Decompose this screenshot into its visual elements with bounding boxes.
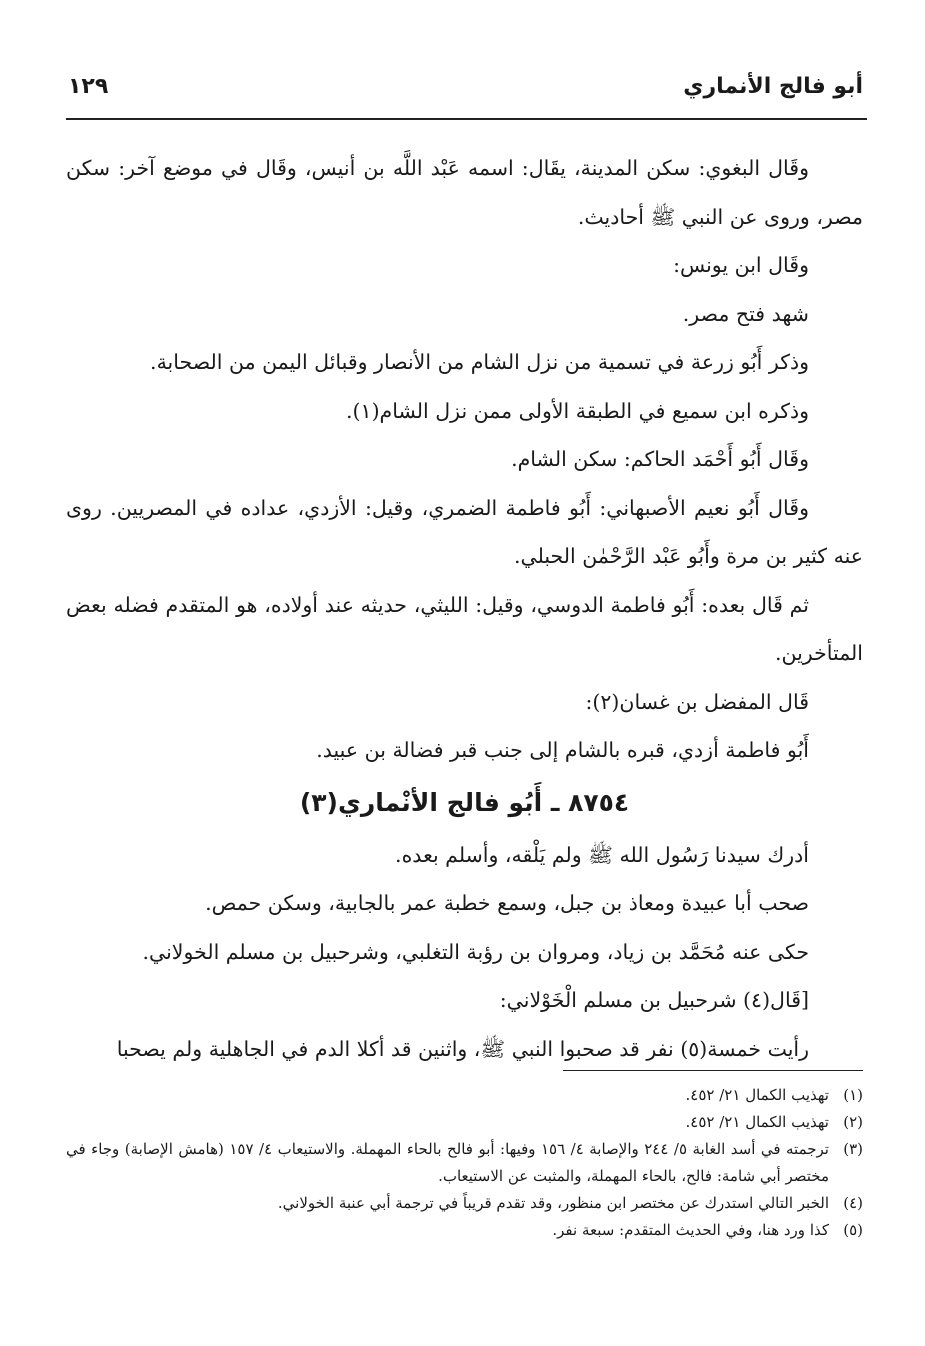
paragraph: [قَال(٤) شرحبيل بن مسلم الْخَوْلاني: <box>499 988 809 1012</box>
footnote-divider <box>563 1070 863 1071</box>
header-title: أبو فالج الأنماري <box>683 74 863 99</box>
footnote <box>66 1190 863 1217</box>
footnote <box>66 1109 863 1136</box>
paragraph: وذكر أَبُو زرعة في تسمية من نزل الشام من الأنصار وقبائل اليمن من الصحابة. <box>150 350 809 374</box>
page-number: ١٢٩ <box>68 74 109 99</box>
footnote-text: تهذيب الكمال ٢١/ ٤٥٢. <box>685 1113 829 1131</box>
footnote-text: تهذيب الكمال ٢١/ ٤٥٢. <box>685 1086 829 1104</box>
footnote <box>66 1082 863 1109</box>
paragraph: وقَال ابن يونس: <box>673 253 809 277</box>
paragraph: أدرك سيدنا رَسُول الله ﷺ ولم يَلْقه، وأسلم بعده. <box>395 842 809 867</box>
entry-heading: ٨٧٥٤ ـ أَبُو فالج الأنْماري(٣) <box>299 787 630 817</box>
paragraph: وقَال أَبُو نعيم الأصبهاني: أَبُو فاطمة الضمري، وقيل: الأزدي، عداده في المصريين. روى عنه كثير بن مرة وأَبُو عَبْد الرَّحْمٰن الحبلي. <box>66 495 863 568</box>
paragraph: قَال المفضل بن غسان(٢): <box>585 689 809 714</box>
header-divider <box>66 118 867 120</box>
paragraph: وذكره ابن سميع في الطبقة الأولى ممن نزل الشام(١). <box>346 398 809 423</box>
paragraph: ثم قَال بعده: أَبُو فاطمة الدوسي، وقيل: الليثي، حديثه عند أولاده، هو المتقدم فضله بعض المتأخرين. <box>66 592 863 665</box>
footnote-number: (٤) <box>843 1194 863 1212</box>
footnote-number: (١) <box>843 1086 863 1104</box>
paragraph: حكى عنه مُحَمَّد بن زياد، ومروان بن رؤبة التغلبي، وشرحبيل بن مسلم الخولاني. <box>142 939 809 964</box>
paragraph: وقَال البغوي: سكن المدينة، يقَال: اسمه عَبْد اللَّه بن أنيس، وقَال في موضع آخر: سكن مصر، وروى عن النبي ﷺ أحاديث. <box>66 156 863 229</box>
paragraph: أَبُو فاطمة أزدي، قبره بالشام إلى جنب قبر فضالة بن عبيد. <box>316 738 809 762</box>
footnote-number: (٢) <box>843 1113 863 1131</box>
footnote <box>66 1136 863 1190</box>
paragraph: رأيت خمسة(٥) نفر قد صحبوا النبي ﷺ، واثنين قد أكلا الدم في الجاهلية ولم يصحبا <box>116 1036 809 1061</box>
footnotes <box>66 1082 863 1244</box>
paragraph: صحب أبا عبيدة ومعاذ بن جبل، وسمع خطبة عمر بالجابية، وسكن حمص. <box>205 891 809 915</box>
footnote-number: (٣) <box>843 1140 863 1158</box>
footnote-text: الخبر التالي استدرك عن مختصر ابن منظور، وقد تقدم قريباً في ترجمة أبي عنبة الخولاني. <box>277 1194 829 1212</box>
footnote-text: ترجمته في أسد الغابة ٥/ ٢٤٤ والإصابة ٤/ ١٥٦ وفيها: أبو فالح بالحاء المهملة. والاستيعاب ٤/ ١٥٧ (هامش الإصابة) وجاء في مختصر أبي شامة: فالح، بالحاء المهملة، والمثبت عن الاستيعاب. <box>66 1140 829 1185</box>
footnote-text: كذا ورد هنا، وفي الحديث المتقدم: سبعة نفر. <box>552 1221 829 1239</box>
footnote <box>66 1217 863 1244</box>
main-text <box>66 144 863 1073</box>
paragraph: شهد فتح مصر. <box>682 301 809 326</box>
running-header <box>62 74 863 114</box>
paragraph: وقَال أَبُو أَحْمَد الحاكم: سكن الشام. <box>511 447 809 471</box>
footnote-number: (٥) <box>843 1221 863 1239</box>
